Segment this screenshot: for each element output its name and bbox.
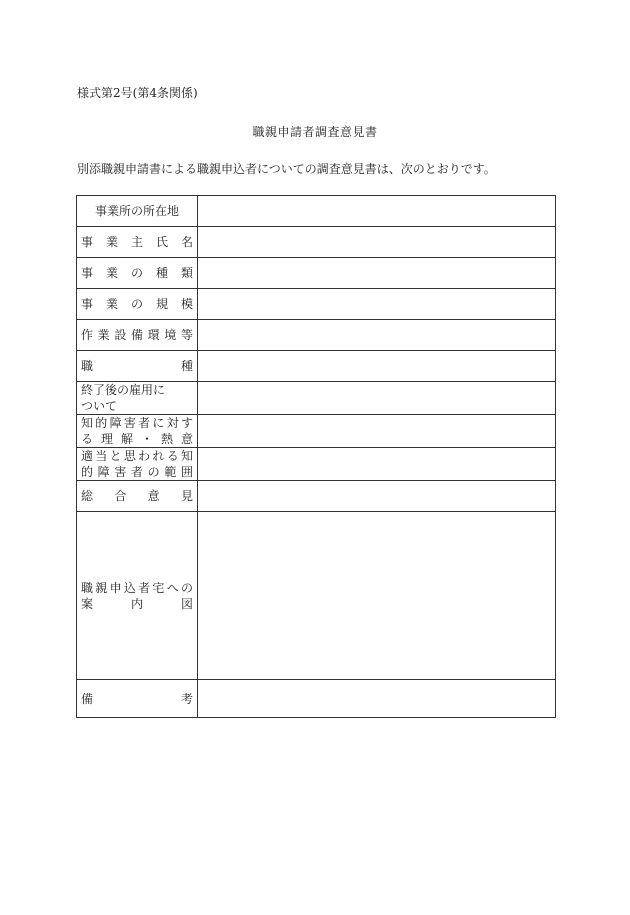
- table-row: [77, 320, 556, 351]
- table-row: [77, 289, 556, 320]
- survey-form-table: [76, 195, 556, 718]
- label-owner-name: 事 業 主 氏 名: [77, 227, 198, 258]
- table-row: [77, 512, 556, 680]
- field-owner-name[interactable]: [198, 227, 556, 258]
- document-title: 職親申請者調査意見書: [252, 125, 378, 139]
- table-row: [77, 258, 556, 289]
- table-row: [77, 680, 556, 718]
- table-row: [77, 481, 556, 512]
- field-remarks[interactable]: [198, 680, 556, 718]
- label-understanding: 知的障害者に対す る 理 解 ・ 熱 意: [77, 415, 198, 448]
- label-employment-after: 終了後の雇用に ついて: [77, 382, 198, 415]
- field-occupation[interactable]: [198, 351, 556, 382]
- table-row: [77, 227, 556, 258]
- label-remarks: 備 考: [77, 680, 198, 718]
- label-directions-map: 職親申込者宅への 案 内 図: [77, 512, 198, 680]
- label-work-environment: 作業設備環境等: [77, 320, 198, 351]
- table-row: [77, 196, 556, 227]
- label-suitable-range: 適当と思われる知 的障害者の範囲: [77, 448, 198, 481]
- field-understanding[interactable]: [198, 415, 556, 448]
- table-row: [77, 351, 556, 382]
- label-business-type: 事 業 の 種 類: [77, 258, 198, 289]
- label-overall-opinion: 総 合 意 見: [77, 481, 198, 512]
- field-overall-opinion[interactable]: [198, 481, 556, 512]
- table-row: [77, 382, 556, 415]
- form-number: 様式第2号(第4条関係): [77, 86, 198, 100]
- label-occupation: 職 種: [77, 351, 198, 382]
- intro-text: 別添職親申請書による職親申込者についての調査意見書は、次のとおりです。: [77, 162, 496, 176]
- field-work-environment[interactable]: [198, 320, 556, 351]
- field-business-type[interactable]: [198, 258, 556, 289]
- field-employment-after[interactable]: [198, 382, 556, 415]
- label-business-scale: 事 業 の 規 模: [77, 289, 198, 320]
- field-office-location[interactable]: [198, 196, 556, 227]
- field-directions-map[interactable]: [198, 512, 556, 680]
- field-business-scale[interactable]: [198, 289, 556, 320]
- field-suitable-range[interactable]: [198, 448, 556, 481]
- label-office-location: 事業所の所在地: [77, 196, 198, 227]
- table-row: [77, 448, 556, 481]
- table-row: [77, 415, 556, 448]
